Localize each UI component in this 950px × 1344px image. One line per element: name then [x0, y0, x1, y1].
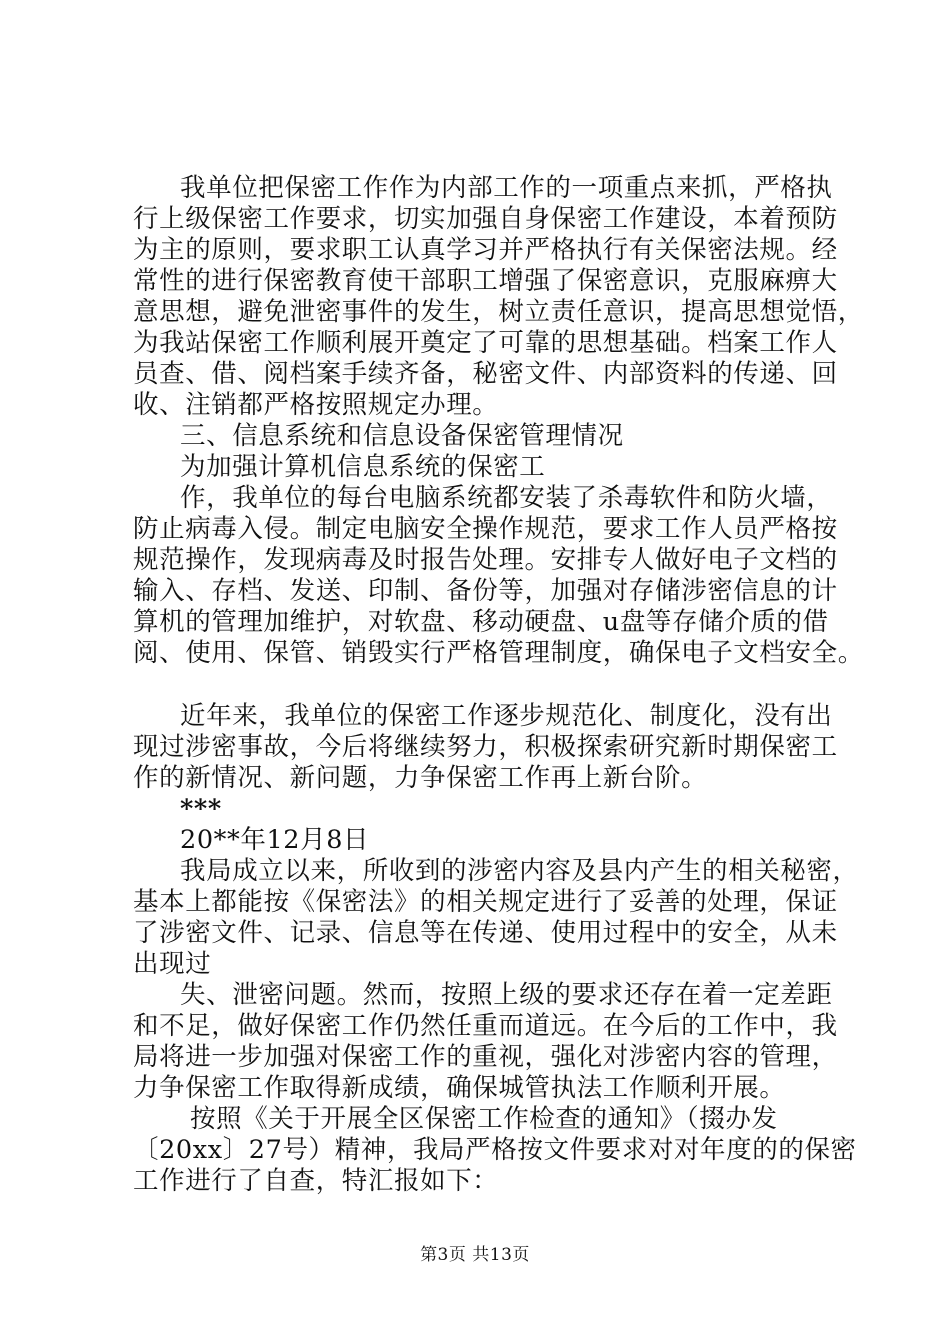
section-heading: 三、信息系统和信息设备保密管理情况: [180, 421, 624, 451]
paragraph-line: 为我站保密工作顺利展开奠定了可靠的思想基础。档案工作人: [133, 328, 838, 358]
paragraph-line: 〔20xx〕27号）精神，我局严格按文件要求对对年度的的保密: [133, 1135, 857, 1165]
paragraph-line: 失、泄密问题。然而，按照上级的要求还存在着一定差距: [180, 980, 833, 1010]
paragraph-line: 行上级保密工作要求，切实加强自身保密工作建设，本着预防: [133, 204, 838, 234]
page-footer: 第3页 共13页: [420, 1245, 530, 1265]
paragraph-line: 力争保密工作取得新成绩，确保城管执法工作顺利开展。: [133, 1073, 786, 1103]
paragraph-line: 为加强计算机信息系统的保密工: [180, 452, 546, 482]
paragraph-line: 基本上都能按《保密法》的相关规定进行了妥善的处理，保证: [133, 887, 838, 917]
paragraph-line: 和不足，做好保密工作仍然任重而道远。在今后的工作中，我: [133, 1011, 838, 1041]
paragraph-line: 防止病毒入侵。制定电脑安全操作规范，要求工作人员严格按: [133, 514, 838, 544]
paragraph-line: 为主的原则，要求职工认真学习并严格执行有关保密法规。经: [133, 235, 838, 265]
paragraph-line: 意思想，避免泄密事件的发生，树立责任意识，提高思想觉悟，: [133, 297, 864, 327]
paragraph-line: 输入、存档、发送、印制、备份等，加强对存储涉密信息的计: [133, 576, 838, 606]
paragraph-line: 近年来，我单位的保密工作逐步规范化、制度化，没有出: [180, 701, 833, 731]
paragraph-line: 作，我单位的每台电脑系统都安装了杀毒软件和防火墙，: [180, 483, 833, 513]
paragraph-line: 出现过: [133, 949, 212, 979]
paragraph-line: 作的新情况、新问题，力争保密工作再上新台阶。: [133, 763, 708, 793]
signature-placeholder: ***: [180, 794, 222, 824]
paragraph-line: 现过涉密事故，今后将继续努力，积极探索研究新时期保密工: [133, 732, 838, 762]
paragraph-line: 算机的管理加维护，对软盘、移动硬盘、u盘等存储介质的借: [133, 607, 829, 637]
paragraph-line: 我局成立以来，所收到的涉密内容及县内产生的相关秘密，: [180, 856, 859, 886]
paragraph-line: 规范操作，发现病毒及时报告处理。安排专人做好电子文档的: [133, 545, 838, 575]
paragraph-line: 员查、借、阅档案手续齐备，秘密文件、内部资料的传递、回: [133, 359, 838, 389]
paragraph-line: 收、注销都严格按照规定办理。: [133, 390, 499, 420]
paragraph-line: 工作进行了自查，特汇报如下：: [133, 1166, 499, 1196]
paragraph-line: 了涉密文件、记录、信息等在传递、使用过程中的安全，从未: [133, 918, 838, 948]
paragraph-line: 局将进一步加强对保密工作的重视，强化对涉密内容的管理，: [133, 1042, 838, 1072]
paragraph-line: 常性的进行保密教育使干部职工增强了保密意识，克服麻痹大: [133, 266, 838, 296]
paragraph-line: 我单位把保密工作作为内部工作的一项重点来抓，严格执: [180, 173, 833, 203]
paragraph-line: 阅、使用、保管、销毁实行严格管理制度，确保电子文档安全。: [133, 638, 864, 668]
document-date: 20**年12月8日: [180, 825, 370, 855]
paragraph-line: 按照《关于开展全区保密工作检查的通知》（掇办发: [190, 1104, 778, 1134]
